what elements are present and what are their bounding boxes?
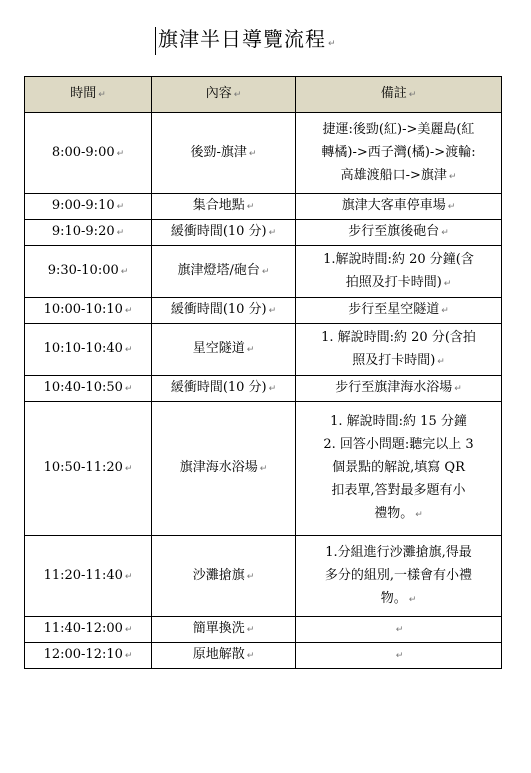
paragraph-mark-icon: ↵ xyxy=(246,651,255,661)
paragraph-mark-icon: ↵ xyxy=(124,571,133,582)
schedule-table xyxy=(24,76,502,669)
paragraph-mark-icon: ↵ xyxy=(268,384,277,394)
cell-content: 緩衝時間(10 分) ↵ xyxy=(152,220,296,246)
cell-time: 12:00-12:10 ↵ xyxy=(25,643,152,669)
notes-line: 1. 解說時間:約 20 分(含拍 xyxy=(321,329,476,345)
paragraph-mark-icon: ↵ xyxy=(328,39,337,49)
table-row xyxy=(25,617,502,643)
paragraph-mark-icon: ↵ xyxy=(415,510,423,520)
notes-line xyxy=(300,617,497,642)
cell-time: 9:10-9:20 ↵ xyxy=(25,220,152,246)
header-content: 內容 ↵ xyxy=(152,77,296,113)
cell-content: 旗津海水浴場 ↵ xyxy=(152,402,296,536)
paragraph-mark-icon: ↵ xyxy=(124,651,133,661)
notes-line: 捷運:後勁(紅)->美麗島(紅 xyxy=(322,121,475,137)
notes-line xyxy=(300,643,497,668)
paragraph-mark-icon: ↵ xyxy=(246,202,255,212)
paragraph-mark-icon: ↵ xyxy=(246,345,255,355)
cell-notes xyxy=(296,402,502,536)
table-row xyxy=(25,113,502,194)
table-row xyxy=(25,194,502,220)
notes-line: 物。 ↵ xyxy=(380,590,417,606)
paragraph-mark-icon: ↵ xyxy=(443,278,452,289)
paragraph-mark-icon: ↵ xyxy=(395,651,404,661)
paragraph-mark-icon: ↵ xyxy=(124,345,133,355)
cell-notes xyxy=(296,246,502,298)
cell-time: 10:40-10:50 ↵ xyxy=(25,376,152,402)
notes-line: 旗津大客車停車場 ↵ xyxy=(341,198,456,213)
paragraph-mark-icon: ↵ xyxy=(268,228,277,238)
paragraph-mark-icon: ↵ xyxy=(120,267,129,277)
paragraph-mark-icon: ↵ xyxy=(124,464,133,474)
notes-line: 步行至旗後砲台 ↵ xyxy=(348,224,449,239)
document-title xyxy=(155,24,337,56)
cell-time: 11:40-12:00 ↵ xyxy=(25,617,152,643)
paragraph-mark-icon: ↵ xyxy=(124,625,133,635)
notes-line: 個景點的解說,填寫 QR xyxy=(332,460,465,475)
paragraph-mark-icon: ↵ xyxy=(124,306,133,316)
table-row xyxy=(25,246,502,298)
notes-line: 扣表單,答對最多題有小 xyxy=(331,483,466,498)
paragraph-mark-icon: ↵ xyxy=(116,228,125,238)
notes-line: 高雄渡船口->旗津 ↵ xyxy=(340,167,457,183)
paragraph-mark-icon: ↵ xyxy=(447,202,456,212)
cell-content: 星空隧道 ↵ xyxy=(152,324,296,376)
table-row xyxy=(25,402,502,536)
paragraph-mark-icon: ↵ xyxy=(408,594,417,605)
cell-content: 旗津燈塔/砲台 ↵ xyxy=(152,246,296,298)
cell-content: 緩衝時間(10 分) ↵ xyxy=(152,298,296,324)
paragraph-mark-icon: ↵ xyxy=(441,228,449,238)
paragraph-mark-icon: ↵ xyxy=(116,202,125,212)
cell-content: 緩衝時間(10 分) ↵ xyxy=(152,376,296,402)
notes-line: 1.解說時間:約 20 分鐘(含 xyxy=(323,251,474,267)
table-row xyxy=(25,376,502,402)
notes-line: 轉橘)->西子灣(橘)->渡輪: xyxy=(321,144,476,160)
notes-line: 1. 解說時間:約 15 分鐘 xyxy=(330,414,467,429)
paragraph-mark-icon: ↵ xyxy=(437,356,445,367)
table-row xyxy=(25,643,502,669)
notes-line: 拍照及打卡時間) ↵ xyxy=(345,274,452,290)
header-row xyxy=(25,77,502,113)
paragraph-mark-icon: ↵ xyxy=(448,171,457,182)
header-time: 時間 ↵ xyxy=(25,77,152,113)
notes-line: 多分的組別,一樣會有小禮 xyxy=(324,567,473,583)
table-row xyxy=(25,324,502,376)
table-row xyxy=(25,536,502,617)
paragraph-mark-icon: ↵ xyxy=(124,384,133,394)
paragraph-mark-icon: ↵ xyxy=(395,625,404,635)
cell-notes xyxy=(296,113,502,194)
paragraph-mark-icon: ↵ xyxy=(246,571,255,582)
paragraph-mark-icon: ↵ xyxy=(259,464,268,474)
cell-content: 簡單換洗 ↵ xyxy=(152,617,296,643)
cell-time: 9:30-10:00 ↵ xyxy=(25,246,152,298)
cell-notes xyxy=(296,536,502,617)
notes-line: 步行至旗津海水浴場 ↵ xyxy=(335,380,462,395)
notes-line: 禮物。 ↵ xyxy=(374,506,423,521)
cell-notes xyxy=(296,617,502,643)
paragraph-mark-icon: ↵ xyxy=(246,625,255,635)
notes-line: 步行至星空隧道 ↵ xyxy=(348,302,449,317)
cell-notes xyxy=(296,298,502,324)
text-cursor xyxy=(155,27,156,55)
cell-time: 10:10-10:40 ↵ xyxy=(25,324,152,376)
notes-line: 2. 回答小問題:聽完以上 3 xyxy=(323,437,474,452)
table-row xyxy=(25,220,502,246)
cell-time: 8:00-9:00 ↵ xyxy=(25,113,152,194)
cell-notes xyxy=(296,220,502,246)
cell-content: 沙灘搶旗 ↵ xyxy=(152,536,296,617)
paragraph-mark-icon: ↵ xyxy=(248,148,257,159)
cell-content: 後勁-旗津 ↵ xyxy=(152,113,296,194)
paragraph-mark-icon: ↵ xyxy=(116,148,125,159)
table-row xyxy=(25,298,502,324)
cell-content: 原地解散 ↵ xyxy=(152,643,296,669)
notes-line: 照及打卡時間) ↵ xyxy=(352,352,445,368)
schedule-body xyxy=(25,113,502,669)
paragraph-mark-icon: ↵ xyxy=(441,306,449,316)
cell-notes xyxy=(296,194,502,220)
cell-time: 9:00-9:10 ↵ xyxy=(25,194,152,220)
paragraph-mark-icon: ↵ xyxy=(454,384,462,394)
cell-notes xyxy=(296,643,502,669)
title-text: 旗津半日導覽流程 xyxy=(158,27,326,51)
cell-time: 10:50-11:20 ↵ xyxy=(25,402,152,536)
cell-notes xyxy=(296,324,502,376)
header-notes: 備註 ↵ xyxy=(296,77,502,113)
paragraph-mark-icon: ↵ xyxy=(268,306,277,316)
paragraph-mark-icon: ↵ xyxy=(261,267,270,277)
cell-time: 11:20-11:40 ↵ xyxy=(25,536,152,617)
cell-time: 10:00-10:10 ↵ xyxy=(25,298,152,324)
cell-content: 集合地點 ↵ xyxy=(152,194,296,220)
notes-line: 1.分組進行沙灘搶旗,得最 xyxy=(325,544,472,560)
cell-notes xyxy=(296,376,502,402)
